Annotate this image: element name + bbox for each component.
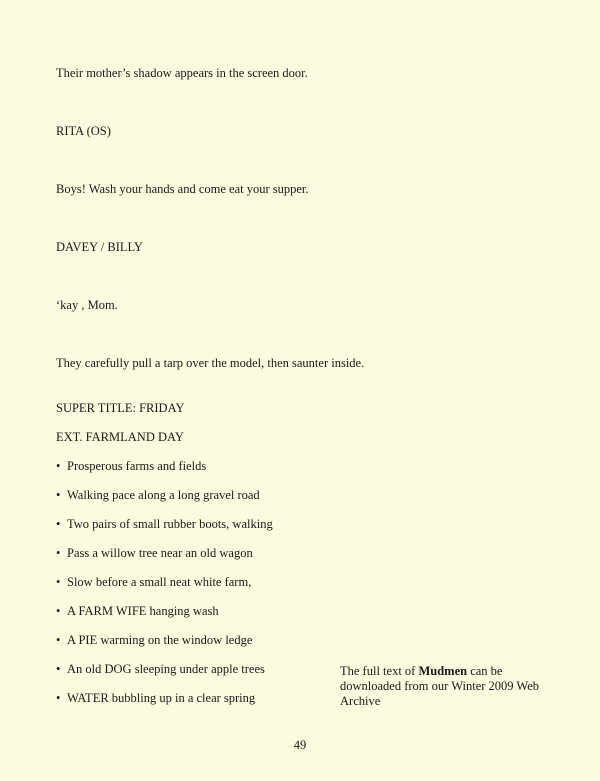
archive-note-title: Mudmen	[418, 664, 468, 678]
dialogue-davey-billy: ‘kay , Mom.	[56, 298, 118, 312]
bullet-dot: •	[56, 633, 61, 647]
character-davey-billy: DAVEY / BILLY	[56, 240, 143, 254]
archive-note-after: can be downloaded from our Winter 2009 Web Archive	[340, 664, 540, 708]
bullet-item	[56, 633, 252, 648]
bullet-text: A FARM WIFE hanging wash	[67, 604, 219, 618]
bullet-dot: •	[56, 459, 61, 473]
scene-heading: EXT. FARMLAND DAY	[56, 430, 184, 444]
bullet-dot: •	[56, 604, 61, 618]
bullet-item	[56, 691, 255, 706]
bullet-item	[56, 488, 260, 503]
archive-note	[340, 664, 555, 709]
page-number: 49	[293, 738, 307, 752]
bullet-dot: •	[56, 691, 61, 705]
bullet-text: Pass a willow tree near an old wagon	[67, 546, 253, 560]
character-rita: RITA (OS)	[56, 124, 111, 138]
bullet-dot: •	[56, 517, 61, 531]
bullet-item	[56, 575, 251, 590]
action-line-shadow: Their mother’s shadow appears in the screen door.	[56, 66, 308, 80]
bullet-item	[56, 604, 219, 619]
bullet-text: WATER bubbling up in a clear spring	[67, 691, 256, 705]
bullet-text: A PIE warming on the window ledge	[67, 633, 253, 647]
bullet-text: Walking pace along a long gravel road	[67, 488, 260, 502]
bullet-item	[56, 662, 265, 677]
bullet-item	[56, 459, 206, 474]
dialogue-rita: Boys! Wash your hands and come eat your supper.	[56, 182, 309, 196]
bullet-dot: •	[56, 488, 61, 502]
bullet-text: An old DOG sleeping under apple trees	[67, 662, 265, 676]
bullet-text: Two pairs of small rubber boots, walking	[67, 517, 273, 531]
super-title: SUPER TITLE: FRIDAY	[56, 401, 185, 415]
bullet-item	[56, 517, 273, 532]
bullet-text: Prosperous farms and fields	[67, 459, 207, 473]
action-line-tarp: They carefully pull a tarp over the model, then saunter inside.	[56, 356, 365, 370]
archive-note-before: The full text of	[340, 664, 419, 678]
bullet-text: Slow before a small neat white farm,	[67, 575, 252, 589]
bullet-dot: •	[56, 546, 61, 560]
bullet-item	[56, 546, 253, 561]
bullet-dot: •	[56, 575, 61, 589]
bullet-dot: •	[56, 662, 61, 676]
